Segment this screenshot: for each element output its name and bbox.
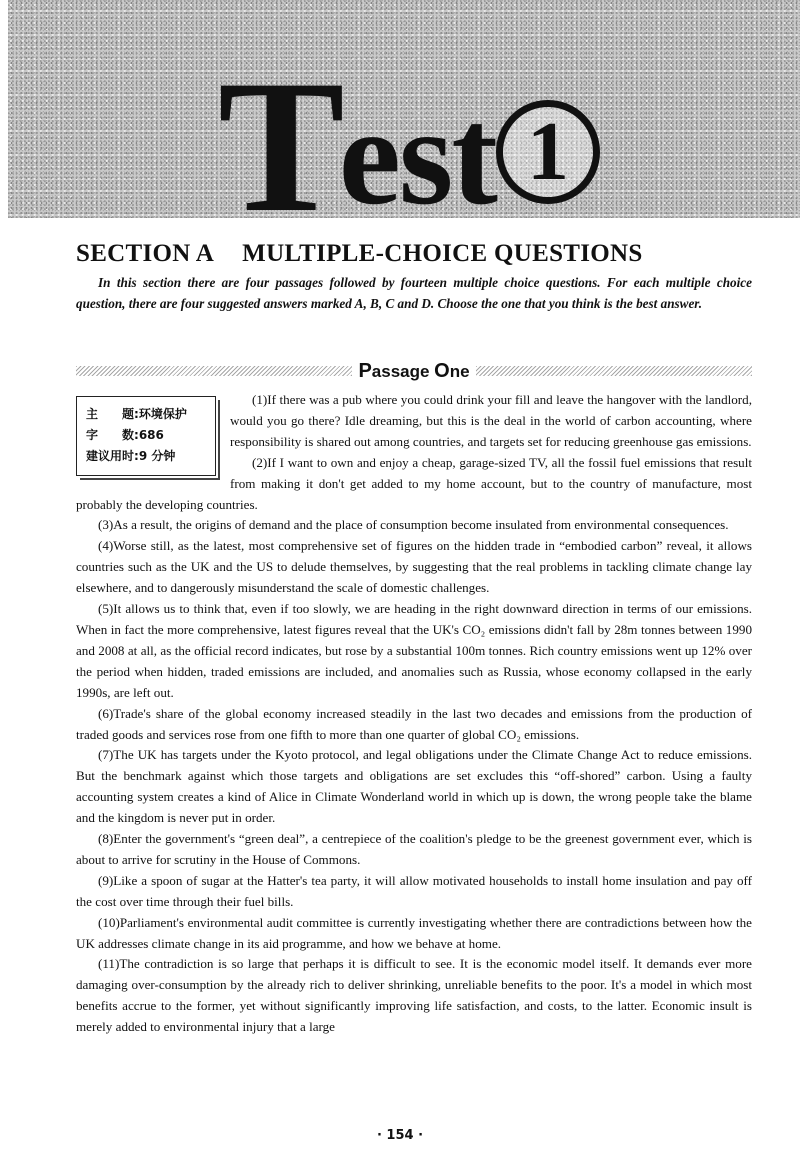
- paragraph: (2)If I want to own and enjoy a cheap, garage-sized TV, all the fossil fuel emissions that result from making it don't get added to my home account, but to the country of manufacture, most probably the developing countries.: [76, 454, 752, 512]
- test-number-circle: 1: [496, 100, 600, 204]
- paragraph: (11)The contradiction is so large that perhaps it is difficult to see. It is the economic model itself. It demands ever more damaging over-consumption by the already rich to deliver shrinking, unreliable benefits to the poor. It's a model in which most benefits accrue to the former, yet without significantly improving life satisfaction, and costs, to the latter. Economic insult is merely added to environmental injury that a large: [76, 956, 752, 1035]
- passage-body: [76, 390, 752, 1110]
- passage-title: Passage One: [358, 359, 470, 382]
- info-suggested-time: 建议用时: 9 分钟: [86, 449, 176, 463]
- paragraph: (7)The UK has targets under the Kyoto protocol, and legal obligations under the Climate Change Act to reduce emissions. But the benchmark against which those targets and obligations are set excludes this “off-shored” carbon. Using a faulty accounting system creates a kind of Alice in Climate Wonderland world in which up is down, the wrong people take the blame and the kingdom is never put in order.: [76, 747, 752, 826]
- decorative-hatch-right: [476, 366, 752, 376]
- section-label: SECTION A: [76, 240, 215, 267]
- section-instructions: In this section there are four passages followed by fourteen multiple choice questions. For each multiple choice question, there are four suggested answers marked A, B, C and D. Choose the one that you think is the best answer.: [76, 275, 752, 311]
- paragraph: (5)It allows us to think that, even if too slowly, we are heading in the right downward direction in terms of our emissions. When in fact the more comprehensive, latest figures reveal that the UK's CO₂ emissions didn't fall by 28m tonnes between 1990 and 2008 at all, as the official record indicates, but rose by a substantial 100m tonnes. Rich country emissions went up 12% over the period when hidden, traded emissions are included, and anomalies such as Russia, whose economy collapsed in the early 1990s, are left out.: [76, 601, 752, 700]
- test-title-t: T: [218, 42, 339, 252]
- paragraph: (9)Like a spoon of sugar at the Hatter's tea party, it will allow motivated households to install home insulation and pay off the cost over time through their fuel bills.: [76, 872, 752, 909]
- test-title: [218, 42, 496, 252]
- info-topic: 主 题: 环境保护: [86, 407, 187, 421]
- paragraph: (10)Parliament's environmental audit committee is currently investigating whether there are contradictions between how the UK addresses climate change in its aid programme, and how we behave at home.: [76, 914, 752, 951]
- paragraph: (6)Trade's share of the global economy increased steadily in the last two decades and emissions from the production of traded goods and services rose from one fifth to more than one quarter of global CO₂ emissions.: [76, 705, 752, 742]
- test-title-est: est: [338, 79, 496, 234]
- passage-info-box: [76, 396, 216, 476]
- paragraph: (8)Enter the government's “green deal”, a centrepiece of the coalition's pledge to be the greenest government ever, which is about to arrive for scrutiny in the House of Commons.: [76, 831, 752, 867]
- section-title: [76, 240, 643, 268]
- paragraph: (4)Worse still, as the latest, most comprehensive set of figures on the hidden trade in “embodied carbon” reveal, it allows countries such as the UK and the US to delude themselves, by suggesting that the real problems in tackling climate change lay elsewhere, and to dangerously misunderstand the scale of domestic challenges.: [76, 538, 752, 596]
- paragraph: (1)If there was a pub where you could drink your fill and leave the hangover with the landlord, would you go there? Idle dreaming, but this is the deal in the world of carbon accounting, where responsibility is shared out among countries, and targets set for reducing greenhouse gas emissions.: [230, 392, 752, 449]
- page-number: · 154 ·: [376, 1128, 424, 1143]
- section-subtitle: MULTIPLE-CHOICE QUESTIONS: [242, 240, 643, 267]
- passage-header: [76, 360, 752, 382]
- info-word-count: 字 数: 686: [86, 428, 164, 442]
- decorative-hatch-left: [76, 366, 352, 376]
- paragraph: (3)As a result, the origins of demand and the place of consumption become insulated from environmental consequences.: [98, 517, 729, 533]
